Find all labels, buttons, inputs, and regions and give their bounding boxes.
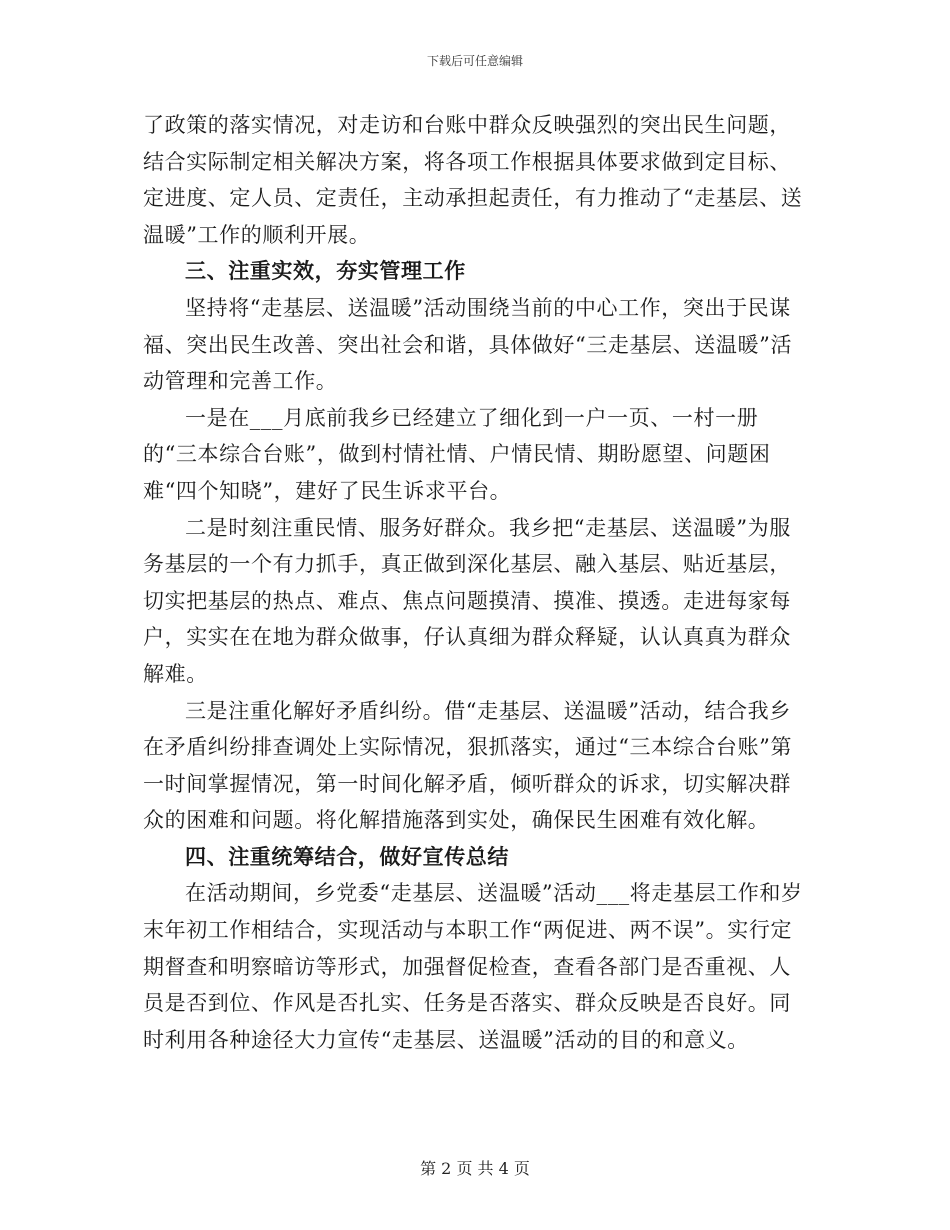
section-heading-4: 四、注重统筹结合，做好宣传总结	[185, 843, 509, 869]
paragraph-section4: 在活动期间，乡党委“走基层、送温暖”活动___将走基层工作和岁末年初工作相结合，实现活动与本职工作“两促进、两不误”。实行定期督查和明察暗访等形式，加强督促检查，查看各部门是否重视、人员是否到位、作风是否扎实、任务是否落实、群众反映是否良好。同时利用各种途径大力宣传“走基层、送温暖”活动的目的和意义。	[143, 881, 803, 1052]
paragraph-point-1: 一是在___月底前我乡已经建立了细化到一户一页、一村一册的“三本综合台账”，做到村情社情、户情民情、期盼愿望、问题困难“四个知晓”，建好了民生诉求平台。	[143, 405, 771, 503]
paragraph-point-3: 三是注重化解好矛盾纠纷。借“走基层、送温暖”活动，结合我乡在矛盾纠纷排查调处上实际情况，狠抓落实，通过“三本综合台账”第一时间掌握情况，第一时间化解矛盾，倾听群众的诉求，切实解决群众的困难和问题。将化解措施落到实处，确保民生困难有效化解。	[143, 698, 793, 833]
section-heading-3: 三、注重实效，夯实管理工作	[185, 258, 466, 284]
paragraph-point-2: 二是时刻注重民情、服务好群众。我乡把“走基层、送温暖”为服务基层的一个有力抓手，真正做到深化基层、融入基层、贴近基层，切实把基层的热点、难点、焦点问题摸清、摸准、摸透。走进每家每户，实实在在地为群众做事，仔认真细为群众释疑，认认真真为群众解难。	[143, 515, 791, 686]
page-number: 第 2 页 共 4 页	[420, 1159, 530, 1178]
document-body	[143, 107, 811, 1058]
paragraph-section3-intro: 坚持将“走基层、送温暖”活动围绕当前的中心工作，突出于民谋福、突出民生改善、突出社会和谐，具体做好“三走基层、送温暖”活动管理和完善工作。	[143, 295, 793, 394]
paragraph-continuation: 了政策的落实情况，对走访和台账中群众反映强烈的突出民生问题，结合实际制定相关解决方案，将各项工作根据具体要求做到定目标、定进度、定人员、定责任，主动承担起责任，有力推动了“走基层、送温暖”工作的顺利开展。	[143, 113, 803, 247]
page-header: 下载后可任意编辑	[426, 54, 523, 68]
